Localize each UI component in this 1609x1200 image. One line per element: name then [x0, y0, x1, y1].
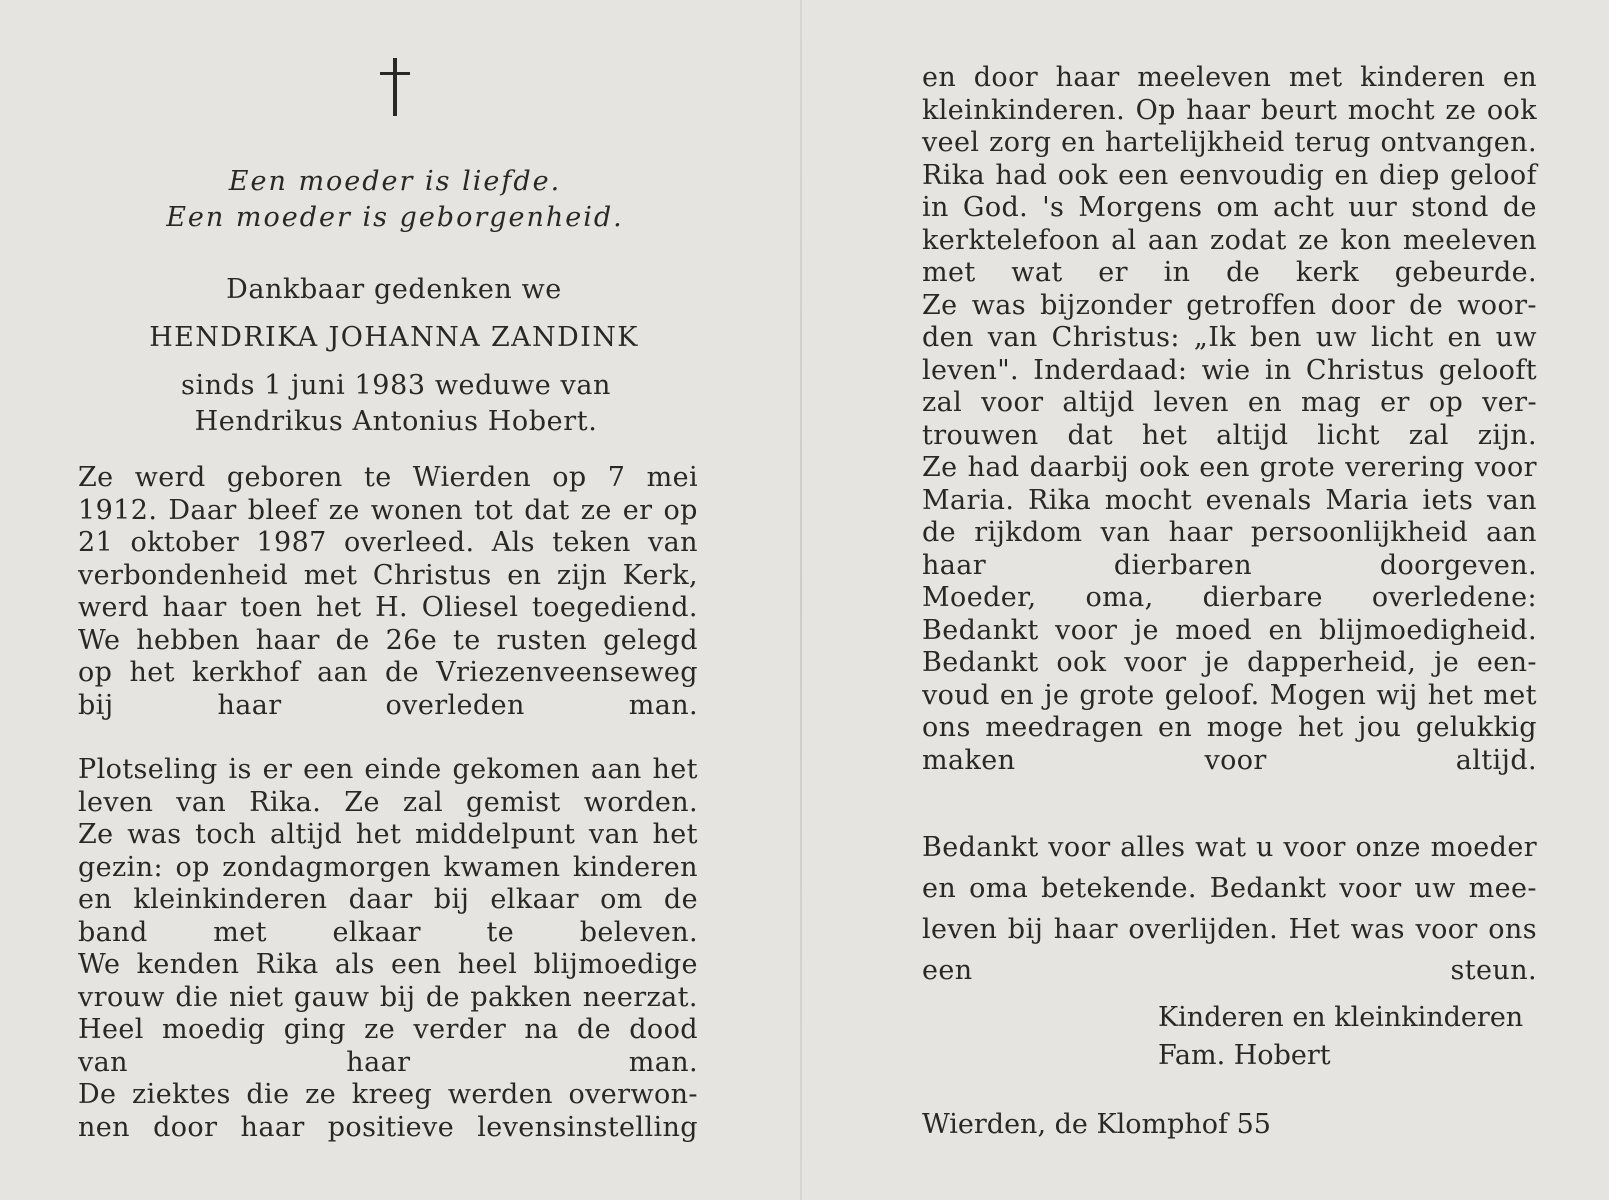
text-line: kleinkinderen. Op haar beurt mocht ze ook [922, 94, 1537, 126]
text-line: Plotseling is er een einde gekomen aan het [78, 754, 698, 785]
text-line: de rijkdom van haar persoonlijkheid aan [922, 517, 1537, 548]
text-line: band met elkaar te beleven. [78, 916, 698, 948]
text-line: Bedankt ook voor je dapperheid, je een- [922, 647, 1537, 678]
text-line: Moeder, oma, dierbare overledene: [922, 582, 1537, 613]
tribute-continued [922, 62, 1537, 777]
text-line: maken voor altijd. [922, 744, 1537, 776]
text-line: 21 oktober 1987 overleed. Als teken van [78, 527, 698, 558]
text-line: vrouw die niet gauw bij de pakken neerzat. [78, 981, 698, 1013]
fold-line [800, 0, 802, 1200]
text-line: Bedankt voor je moed en blijmoedigheid. [922, 614, 1537, 646]
text-line: leven bij haar overlijden. Het was voor ons [922, 914, 1537, 945]
text-line: Maria. Rika mocht evenals Maria iets van [922, 484, 1537, 516]
cross-icon [380, 58, 410, 116]
text-line: Ze had daarbij ook een grote verering voor [922, 452, 1537, 483]
text-line: van haar man. [78, 1046, 698, 1078]
text-line: Ze was bijzonder getroffen door de woor- [922, 289, 1537, 321]
text-line: en door haar meeleven met kinderen en [922, 62, 1537, 93]
text-line: in God. 's Morgens om acht uur stond de [922, 192, 1537, 223]
deceased-name: HENDRIKA JOHANNA ZANDINK [149, 322, 639, 353]
text-line: 1912. Daar bleef ze wonen tot dat ze er op [78, 494, 698, 526]
text-line: De ziektes die ze kreeg werden overwon- [78, 1079, 698, 1110]
text-line: verbondenheid met Christus en zijn Kerk, [78, 559, 698, 591]
text-line: op het kerkhof aan de Vriezenveenseweg [78, 657, 698, 688]
text-line: Heel moedig ging ze verder na de dood [78, 1014, 698, 1045]
widow-line: Hendrikus Antonius Hobert. [194, 406, 598, 437]
left-page [78, 40, 698, 1144]
signature [1158, 999, 1537, 1075]
text-line: We kenden Rika als een heel blijmoedige [78, 949, 698, 980]
text-line: ons meedragen en moge het jou gelukkig [922, 712, 1537, 743]
widow-line: sinds 1 juni 1983 weduwe van [181, 370, 611, 401]
text-line: We hebben haar de 26e te rusten gelegd [78, 624, 698, 656]
text-line: nen door haar positieve levensinstelling [78, 1111, 698, 1143]
text-line: Ze werd geboren te Wierden op 7 mei [78, 462, 698, 493]
text-line: trouwen dat het altijd licht zal zijn. [922, 419, 1537, 451]
text-line: voud en je grote geloof. Mogen wij het met [922, 679, 1537, 711]
motto-line: Een moeder is liefde. [228, 166, 562, 197]
motto [92, 164, 698, 236]
text-line: leven van Rika. Ze zal gemist worden. [78, 786, 698, 818]
widow-text [94, 368, 698, 440]
text-line: gezin: op zondagmorgen kwamen kinderen [78, 851, 698, 883]
right-page [922, 62, 1537, 1140]
text-line: zal voor altijd leven en mag er op ver- [922, 387, 1537, 418]
place-address: Wierden, de Klomphof 55 [922, 1109, 1271, 1140]
text-line: Ze was toch altijd het middelpunt van het [78, 819, 698, 850]
intro-text: Dankbaar gedenken we [226, 274, 562, 305]
text-line: veel zorg en hartelijkheid terug ontvangen. [922, 127, 1537, 158]
text-line: en oma betekende. Bedankt voor uw mee- [922, 873, 1537, 904]
text-line: haar dierbaren doorgeven. [922, 549, 1537, 581]
text-line: met wat er in de kerk gebeurde. [922, 257, 1537, 288]
biography-paragraph [78, 462, 698, 722]
text-line: den van Christus: „Ik ben uw licht en uw [922, 322, 1537, 353]
motto-line: Een moeder is geborgenheid. [166, 202, 624, 233]
tribute-paragraph [78, 754, 698, 1144]
text-line: leven". Inderdaad: wie in Christus gelooft [922, 354, 1537, 386]
text-line: en kleinkinderen daar bij elkaar om de [78, 884, 698, 915]
text-line: Bedankt voor alles wat u voor onze moeder [922, 832, 1537, 863]
text-line: werd haar toen het H. Oliesel toegediend. [78, 592, 698, 623]
signature-line: Kinderen en kleinkinderen [1158, 1002, 1524, 1033]
text-line: bij haar overleden man. [78, 689, 698, 721]
text-line: Rika had ook een eenvoudig en diep geloof [922, 159, 1537, 191]
signature-line: Fam. Hobert [1158, 1040, 1331, 1071]
text-line: kerktelefoon al aan zodat ze kon meeleven [922, 224, 1537, 256]
text-line: een steun. [922, 955, 1537, 986]
thanks-paragraph [922, 827, 1537, 991]
